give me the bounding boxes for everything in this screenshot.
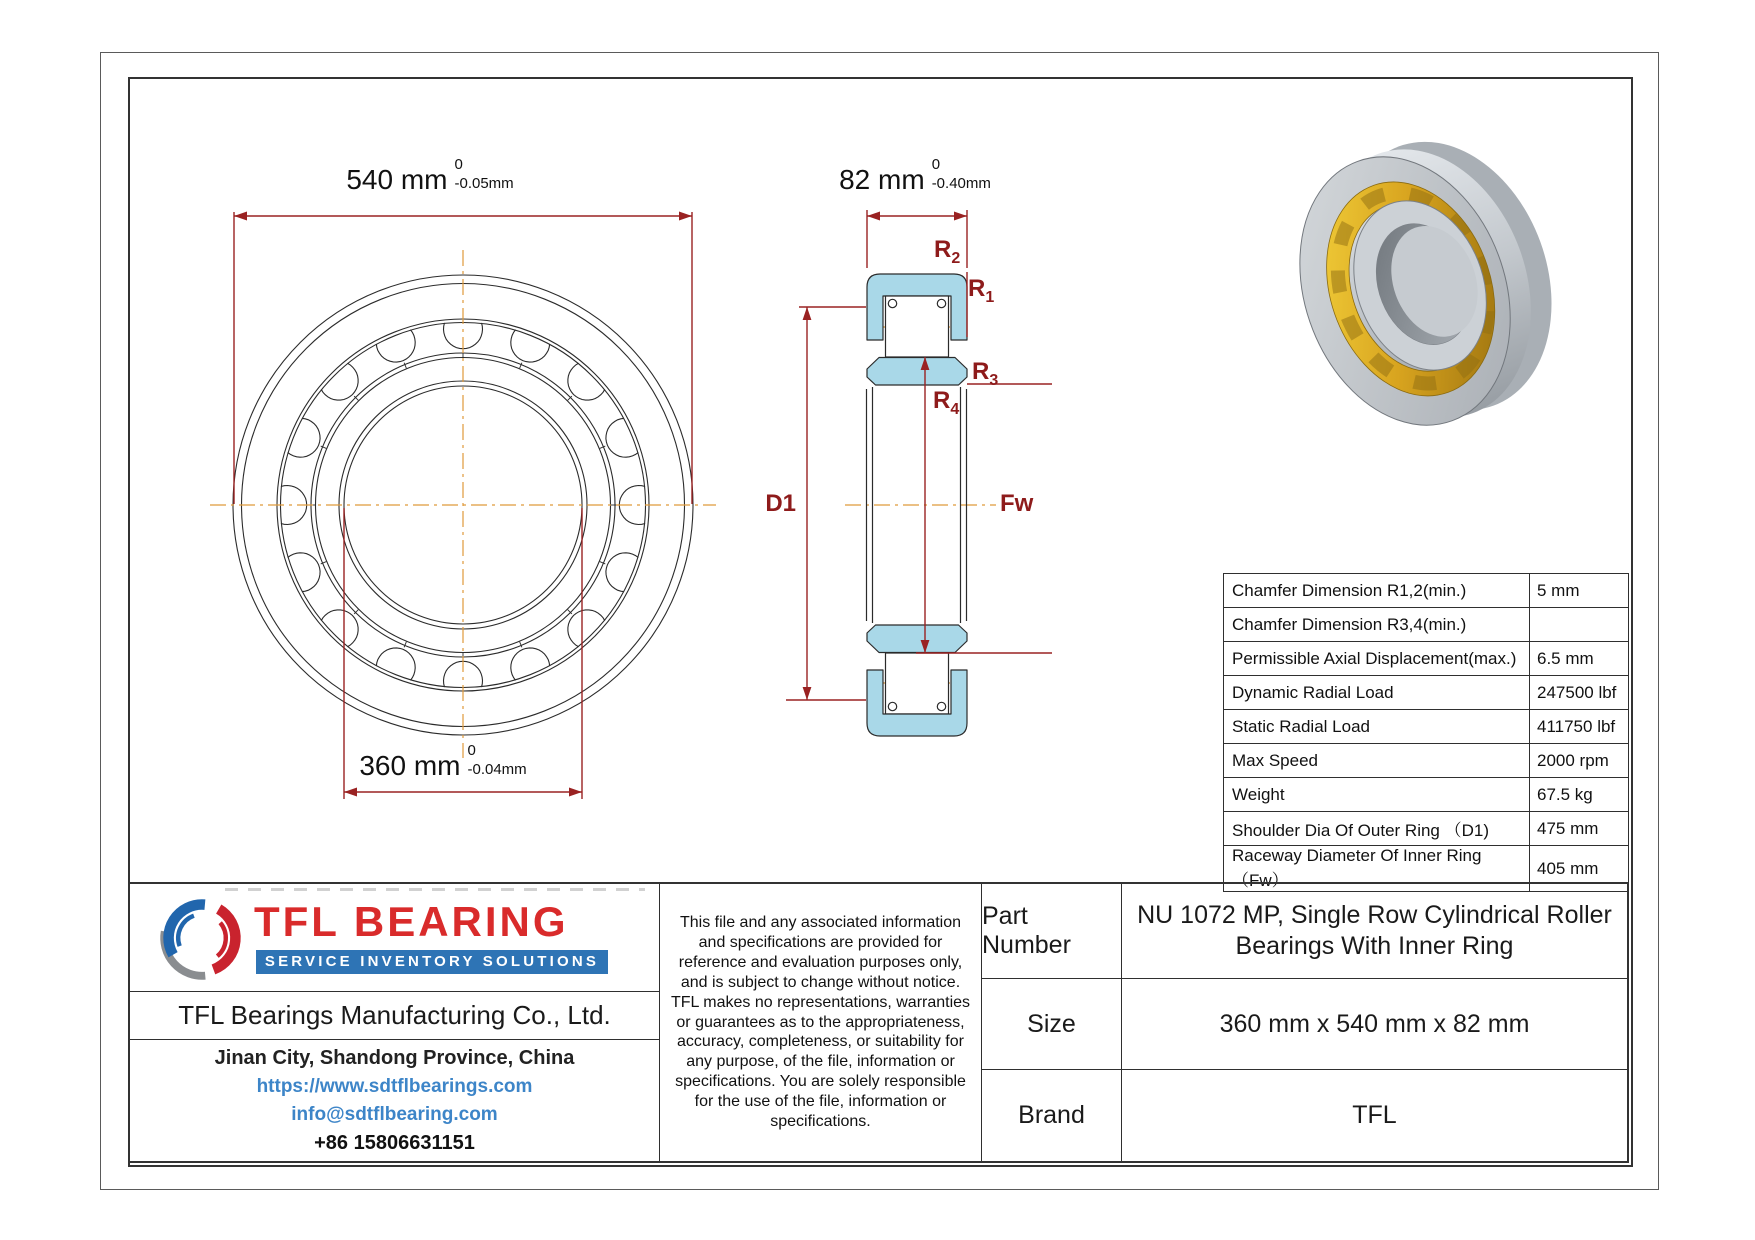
logo-tagline-banner: SERVICE INVENTORY SOLUTIONS — [256, 950, 608, 974]
spec-value: 405 mm — [1530, 846, 1629, 892]
dimension-bore-diameter — [318, 742, 568, 780]
spec-value: 411750 lbf — [1530, 710, 1629, 744]
spec-label: Shoulder Dia Of Outer Ring （D1) — [1224, 812, 1530, 846]
label-r3: $R_3$ — [972, 358, 999, 389]
logo-artifact-dashes — [225, 888, 645, 891]
company-address: Jinan City, Shandong Province, China — [214, 1046, 575, 1069]
dim-od-value: 540 mm — [346, 163, 448, 195]
disclaimer-cell — [660, 884, 982, 1161]
dim-bore-value: 360 mm — [359, 749, 461, 781]
spec-row — [1224, 744, 1629, 778]
brand-label: Brand — [982, 1070, 1122, 1161]
logo-brand-text: TFL BEARING — [254, 898, 569, 945]
size-value: 360 mm x 540 mm x 82 mm — [1122, 979, 1627, 1070]
spec-label: Weight — [1224, 778, 1530, 812]
spec-label: Max Speed — [1224, 744, 1530, 778]
company-email-link[interactable]: info@sdtflbearing.com — [291, 1103, 498, 1125]
logo-cell — [130, 884, 660, 992]
title-block — [128, 882, 1629, 1163]
spec-value: 475 mm — [1530, 812, 1629, 846]
company-contact-cell — [130, 1040, 660, 1161]
label-r2: $R_2$ — [934, 236, 961, 267]
label-d1: D1 — [765, 490, 796, 517]
part-number-label: Part Number — [982, 884, 1122, 979]
spec-value: 2000 rpm — [1530, 744, 1629, 778]
spec-row — [1224, 608, 1629, 642]
spec-label: Chamfer Dimension R1,2(min.) — [1224, 574, 1530, 608]
spec-row — [1224, 642, 1629, 676]
spec-row — [1224, 812, 1629, 846]
spec-label: Permissible Axial Displacement(max.) — [1224, 642, 1530, 676]
company-phone: +86 15806631151 — [314, 1131, 475, 1154]
label-r4: $R_4$ — [933, 387, 960, 418]
dim-od-tolerance: 0 -0.05mm — [454, 156, 514, 192]
bearing-3d-render — [1255, 95, 1585, 485]
dimension-outer-diameter — [305, 156, 555, 194]
spec-value — [1530, 608, 1629, 642]
spec-table — [1223, 573, 1629, 892]
label-r1: $R_1$ — [968, 275, 995, 306]
spec-label: Static Radial Load — [1224, 710, 1530, 744]
dim-width-tolerance: 0 -0.40mm — [931, 156, 991, 192]
dim-width-value: 82 mm — [839, 163, 925, 195]
spec-row — [1224, 676, 1629, 710]
spec-row — [1224, 574, 1629, 608]
spec-value: 67.5 kg — [1530, 778, 1629, 812]
spec-value: 5 mm — [1530, 574, 1629, 608]
spec-value: 247500 lbf — [1530, 676, 1629, 710]
spec-row — [1224, 710, 1629, 744]
size-label: Size — [982, 979, 1122, 1070]
spec-value: 6.5 mm — [1530, 642, 1629, 676]
part-number-value: NU 1072 MP, Single Row Cylindrical Roller Bearings With Inner Ring — [1122, 884, 1627, 979]
spec-label: Chamfer Dimension R3,4(min.) — [1224, 608, 1530, 642]
spec-label: Dynamic Radial Load — [1224, 676, 1530, 710]
spec-label: Raceway Diameter Of Inner Ring （Fw） — [1224, 846, 1530, 892]
brand-value: TFL — [1352, 1101, 1397, 1129]
dim-bore-tolerance: 0 -0.04mm — [467, 742, 527, 778]
company-website-link[interactable]: https://www.sdtflbearings.com — [256, 1075, 533, 1097]
dimension-width — [790, 156, 1040, 194]
disclaimer-text: This file and any associated information and specifications are provided for reference and evaluation purposes only, and is subject to change without notice. TFL makes no representations, warranties or guarantees as to the appropriateness, accuracy, completeness, or suitability for any purpose, of the file, information or specifications. You are solely responsible for the use of the file, information or specifications. — [670, 914, 971, 1130]
tfl-logo-icon — [158, 894, 246, 982]
company-name: TFL Bearings Manufacturing Co., Ltd. — [130, 992, 660, 1040]
label-fw: Fw — [1000, 490, 1034, 517]
spec-row — [1224, 778, 1629, 812]
